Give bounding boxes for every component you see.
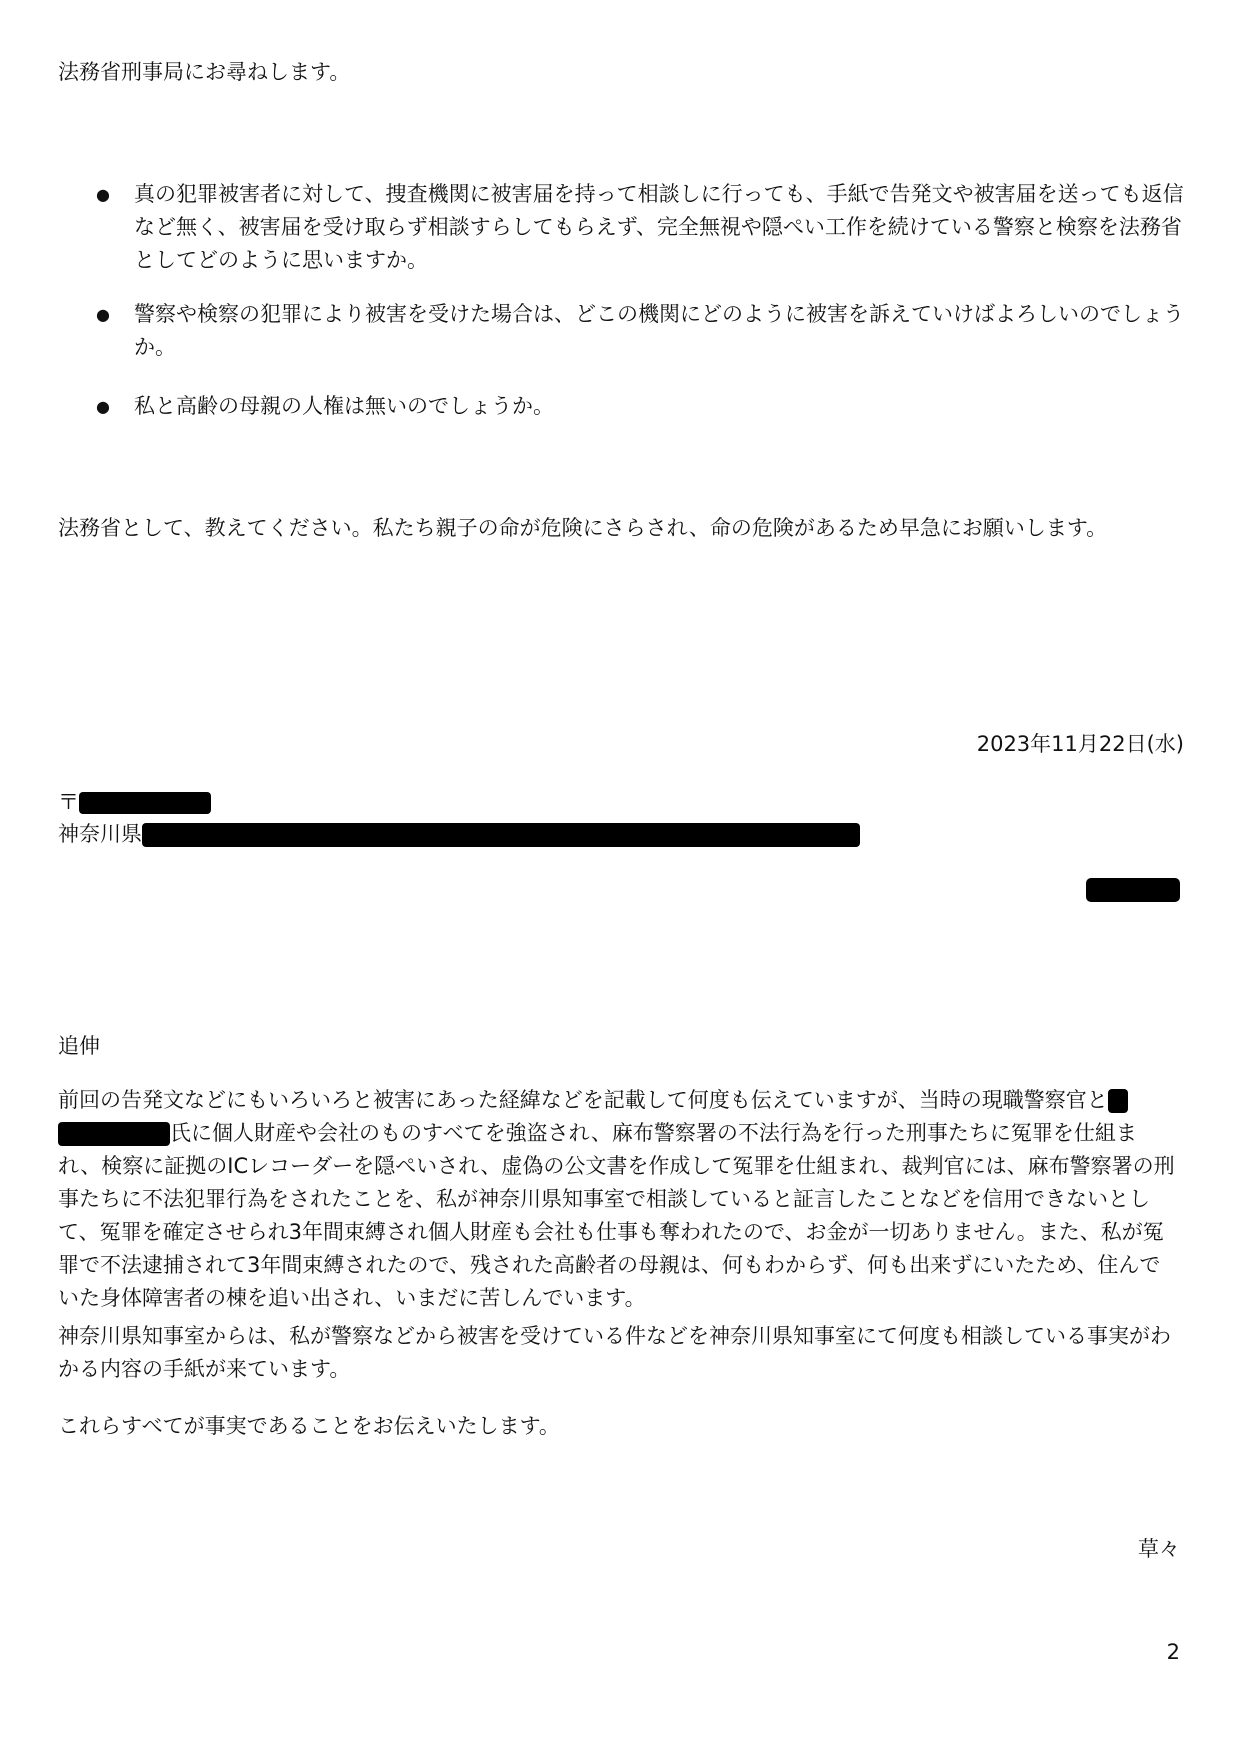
- postscript-paragraph-3: これらすべてが事実であることをお伝えいたします。: [58, 1414, 560, 1438]
- question-item-3: 私と高齢の母親の人権は無いのでしょうか。: [134, 394, 554, 418]
- redaction-block: [58, 1122, 170, 1146]
- bullet-icon: ●: [96, 185, 110, 204]
- postscript-heading: 追伸: [58, 1034, 100, 1058]
- addressee-line: 法務省刑事局にお尋ねします。: [58, 60, 351, 84]
- postscript-p1-rest: 氏に個人財産や会社のものすべてを強盗され、麻布警察署の不法行為を行った刑事たちに冤罪を仕組まれ、検察に証拠のICレコーダーを隠ぺいされ、虚偽の公文書を作成して冤罪を仕組まれ、裁判官には、麻布警察署の刑事たちに不法犯罪行為をされたことを、私が神奈川県知事室で相談していると証言したことなどを信用できないとして、冤罪を確定させられ3年間束縛され個人財産も会社も仕事も奪われたので、お金が一切ありません。また、私が冤罪で不法逮捕されて3年間束縛されたので、残された高齢者の母親は、何もわからず、何も出来ずにいたため、住んでいた身体障害者の棟を追い出され、いまだに苦しんでいます。: [58, 1121, 1175, 1310]
- redaction-block: [142, 823, 860, 847]
- bullet-icon: ●: [96, 397, 110, 416]
- closing-word: 草々: [1138, 1537, 1180, 1561]
- page-number: 2: [1166, 1640, 1180, 1664]
- redacted-name-block: [1086, 878, 1180, 902]
- postscript-p1-lead: 前回の告発文などにもいろいろと被害にあった経緯などを記載して何度も伝えていますが、当時の現職警察官と: [58, 1088, 1108, 1112]
- letter-date: 2023年11月22日(水): [976, 732, 1184, 756]
- postscript-paragraph-2: 神奈川県知事室からは、私が警察などから被害を受けている件などを神奈川県知事室にて何度も相談している事実がわかる内容の手紙が来ています。: [58, 1324, 1171, 1381]
- address-line: [58, 818, 860, 851]
- redaction-block: [79, 792, 211, 814]
- question-item-1: 真の犯罪被害者に対して、捜査機関に被害届を持って相談しに行っても、手紙で告発文や被害届を送っても返信など無く、被害届を受け取らず相談すらしてもらえず、完全無視や隠ぺい工作を続けている警察と検察を法務省としてどのように思いますか。: [134, 182, 1184, 272]
- redaction-block: [1108, 1089, 1128, 1113]
- postal-mark: 〒: [58, 790, 79, 814]
- question-item-2: 警察や検察の犯罪により被害を受けた場合は、どこの機関にどのように被害を訴えていけばよろしいのでしょうか。: [134, 302, 1184, 359]
- bullet-icon: ●: [96, 305, 110, 324]
- postal-line: [58, 786, 211, 819]
- request-line: 法務省として、教えてください。私たち親子の命が危険にさらされ、命の危険があるため早急にお願いします。: [58, 516, 1108, 540]
- postscript-paragraph-1: [58, 1084, 1180, 1315]
- prefecture-label: 神奈川県: [58, 822, 142, 846]
